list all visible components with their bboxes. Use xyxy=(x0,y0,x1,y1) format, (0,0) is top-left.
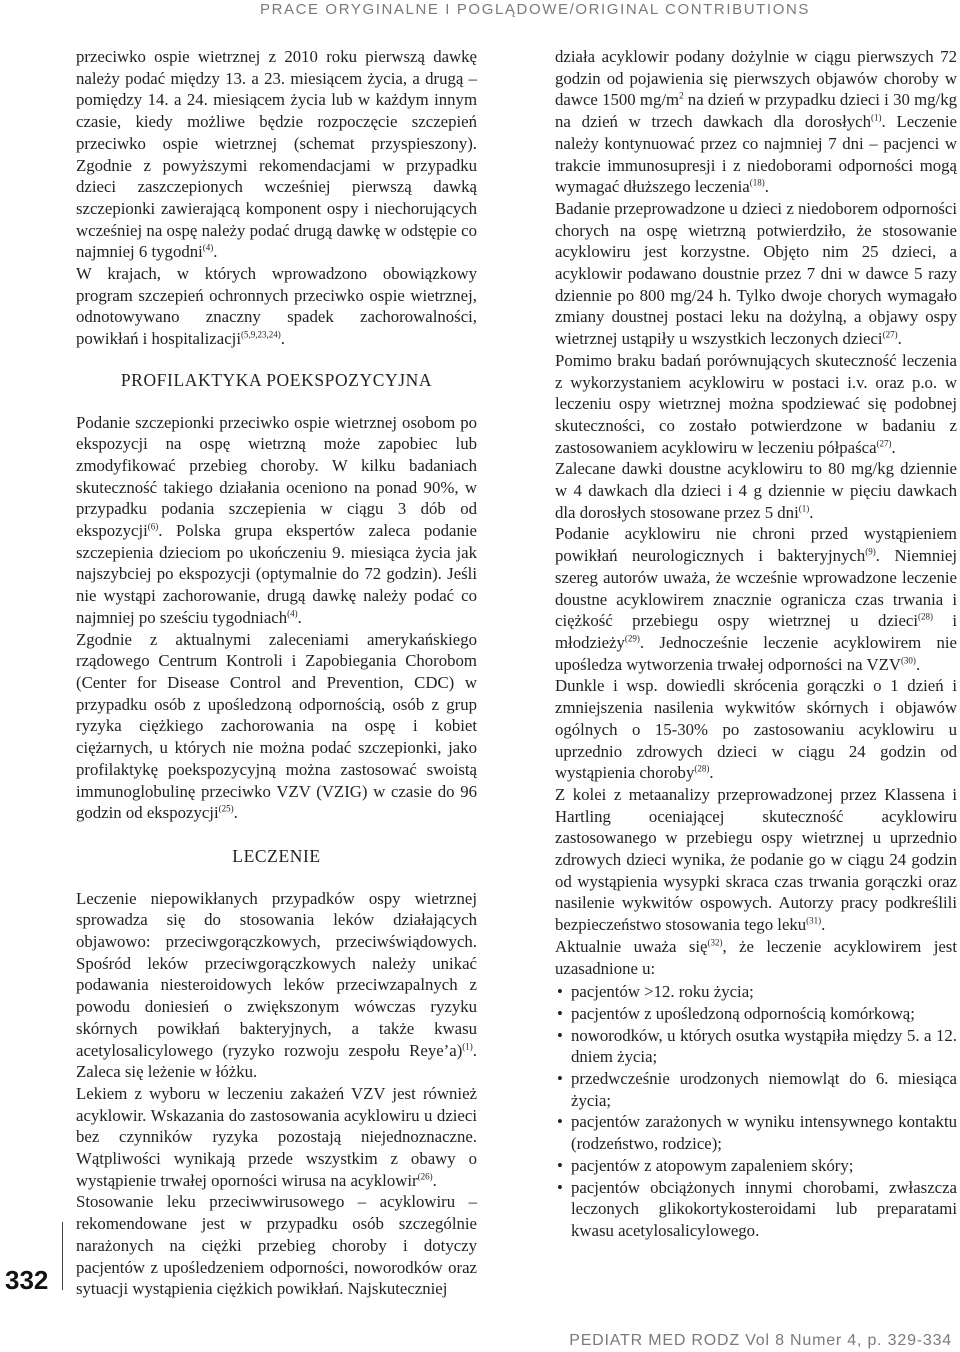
list-item: • pacjentów z atopowym zapaleniem skóry; xyxy=(555,1155,957,1177)
paragraph: Pomimo braku badań porównujących skuteczność leczenia z wykorzystaniem acyklowiru w postaci i.v. oraz p.o. w leczeniu ospy wietrznej można spodziewać się podobnej skuteczności, co zostało potwierdzone w badaniu z zastosowaniem acyklowiru w leczeniu półpaśca$^{(27)}$. xyxy=(555,350,957,457)
right-column xyxy=(555,46,957,1242)
paragraph: Lekiem z wyboru w leczeniu zakażeń VZV jest również acyklowir. Wskazania do zastosowania acyklowiru u dzieci bez czynników ryzyka pozostają niejednoznaczne. Wątpliwości wynikają przede wszystkim z obawy o wystąpienie trwałej oporności wirusa na acyklowir$^{(26)}$. xyxy=(76,1083,477,1190)
paragraph: W krajach, w których wprowadzono obowiązkowy program szczepień ochronnych przeciwko ospie wietrznej, odnotowywano znaczny spadek zachorowalności, powikłań i hospitalizacji$^{(5,9,23,24)}$. xyxy=(76,264,477,349)
paragraph: Aktualnie uważa się$^{(32)}$, że leczenie acyklowirem jest uzasadnione u: xyxy=(555,936,957,978)
list-item: • przedwcześnie urodzonych niemowląt do 6. miesiąca życia; xyxy=(555,1068,957,1111)
paragraph: Leczenie niepowikłanych przypadków ospy wietrznej sprowadza się do stosowania leków działających objawowo: przeciwgorączkowych, przeciwświądowych. Spośród leków przeciwgorączkowych należy unikać podawania niesteroidowych leków przeciwzapalnych z powodu doniesień o zwiększonym wówczas ryzyku skórnych powikłań bakteryjnych, a także kwasu acetylosalicylowego (ryzyko rozwoju zespołu Reye’a)$^{(1)}$. Zaleca się leżenie w łóżku. xyxy=(76,888,477,1082)
paragraph: Z kolei z metaanalizy przeprowadzonej przez Klassena i Hartling oceniającej skuteczność acyklowiru zastosowanego w przebiegu ospy wietrznej u uprzednio zdrowych dzieci wynika, że podanie go w ciągu 24 godzin od wystąpienia wysypki skraca czas trwania gorączki oraz nasilenie wykwitów ospowych. Autorzy pracy podkreślili bezpieczeństwo stosowania tego leku$^{(31)}$. xyxy=(555,784,957,935)
paragraph: Podanie acyklowiru nie chroni przed wystąpieniem powikłań neurologicznych i bakteryjnych$^{(9)}$. Niemniej szereg autorów uważa, że wcześnie wprowadzone leczenie doustne acyklowirem znacznie ogranicza czas trwania i ciężkość przebiegu ospy wietrznej u dzieci$^{(28)}$ i młodzieży$^{(29)}$. Jednocześnie leczenie acyklowirem nie upośledza wytworzenia trwałej odporności na VZV$^{(30)}$. xyxy=(555,524,957,674)
section-heading-treatment: LECZENIE xyxy=(232,845,321,866)
indication-list xyxy=(555,981,957,1241)
list-item: • pacjentów >12. roku życia; xyxy=(555,981,957,1003)
page-number-divider xyxy=(62,1222,63,1290)
paragraph: Podanie szczepionki przeciwko ospie wietrznej osobom po ekspozycji na ospę wietrzną może zapobiec lub zmodyfikować przebieg choroby. W kilku badaniach skuteczność takiego działania oceniono na ponad 90%, w przypadku podania szczepienia w ciągu 3 dób od ekspozycji$^{(6)}$. Polska grupa ekspertów zaleca podanie szczepienia dzieciom po ukończeniu 9. miesiąca życia jak najszybciej po ekspozycji (optymalnie do 72 godzin). Jeśli nie wystąpi zachorowanie, drugą dawkę należy podać co najmniej po sześciu tygodniach$^{(4)}$. xyxy=(76,412,477,627)
paragraph: Zalecane dawki doustne acyklowiru to 80 mg/kg dziennie w 4 dawkach dla dzieci i 4 g dziennie w pięciu dawkach dla dorosłych stosowane przez 5 dni$^{(1)}$. xyxy=(555,459,957,522)
section-heading-postexposure: PROFILAKTYKA POEKSPOZYCYJNA xyxy=(120,369,433,390)
list-item: • pacjentów z upośledzoną odpornością komórkową; xyxy=(555,1003,957,1025)
left-column xyxy=(76,46,477,1300)
page-number: 332 xyxy=(5,1265,49,1295)
paragraph: przeciwko ospie wietrznej z 2010 roku pierwszą dawkę należy podać między 13. a 23. miesiącem życia, a drugą – pomiędzy 14. a 24. miesiącem życia lub w każdym innym czasie, kiedy możliwe będzie rozpoczęcie szczepień przeciwko ospie wietrznej (schemat przyspieszony). Zgodnie z powyższymi rekomendacjami w przypadku dzieci zaszczepionych wcześniej pierwszą dawką szczepionki zawierającą komponent ospy i niechorujących wcześniej na ospę należy podać drugą dawkę w odstępie co najmniej 6 tygodni$^{(4)}$. xyxy=(76,47,477,262)
list-item: • noworodków, u których osutka wystąpiła między 5. a 12. dniem życia; xyxy=(555,1025,957,1068)
paragraph: Badanie przeprowadzone u dzieci z niedoborem odporności chorych na ospę wietrzną potwierdziło, że stosowanie acyklowiru jest korzystne. Objęto nim 25 dzieci, a acyklowir podawano doustnie przez 7 dni w dawce 5 razy dziennie po 800 mg/24 h. Tylko dwoje chorych wymagało zmiany doustnej postaci leku na dożylną, a objawy ospy wietrznej ustąpiły u wszystkich leczonych dzieci$^{(27)}$. xyxy=(555,198,957,349)
paragraph: Stosowanie leku przeciwwirusowego – acyklowiru – rekomendowane jest w przypadku osób szczególnie narażonych na ciężki przebieg choroby i dotyczy pacjentów z upośledzeniem odporności, noworodków oraz sytuacji wystąpienia ciężkich powikłań. Najskuteczniej xyxy=(76,1192,477,1299)
list-item: • pacjentów obciążonych innymi chorobami, zwłaszcza leczonych glikokortykosteroidami lub preparatami kwasu acetylosalicylowego. xyxy=(555,1177,957,1242)
journal-citation-footer: PEDIATR MED RODZ Vol 8 Numer 4, p. 329-334 xyxy=(569,1332,952,1349)
list-item: • pacjentów zarażonych w wyniku intensywnego kontaktu (rodzeństwo, rodzice); xyxy=(555,1111,957,1154)
paragraph: Dunkle i wsp. dowiedli skrócenia gorączki o 1 dzień i zmniejszenia nasilenia wykwitów skórnych i objawów ogólnych o 15-30% po zastosowaniu acyklowiru u uprzednio zdrowych dzieci w ciągu 24 godzin od wystąpienia choroby$^{(28)}$. xyxy=(555,676,957,783)
paragraph: Zgodnie z aktualnymi zaleceniami amerykańskiego rządowego Centrum Kontroli i Zapobiegania Chorobom (Center for Disease Control and Prevention, CDC) w przypadku osób z upośledzoną odpornością, osób z grup ryzyka ciężkiego zachorowania na ospę i kobiet ciężarnych, u których nie można podać szczepionki, jako profilaktykę poekspozycyjną można zastosować swoistą immunoglobulinę przeciwko VZV (VZIG) w czasie do 96 godzin od ekspozycji$^{(25)}$. xyxy=(76,629,477,823)
paragraph: działa acyklowir podany dożylnie w ciągu pierwszych 72 godzin od pojawienia się pierwszych objawów choroby w dawce 1500 $mg/m^2$ na dzień w przypadku dzieci i 30 mg/kg na dzień w trzech dawkach dla dorosłych$^{(1)}$. Leczenie należy kontynuować przez co najmniej 7 dni – pacjenci w trakcie immunosupresji i z niedoborami odporności mogą wymagać dłuższego leczenia$^{(18)}$. xyxy=(555,47,958,197)
journal-section-header: PRACE ORYGINALNE I POGLĄDOWE/ORIGINAL CONTRIBUTIONS xyxy=(259,1,810,18)
